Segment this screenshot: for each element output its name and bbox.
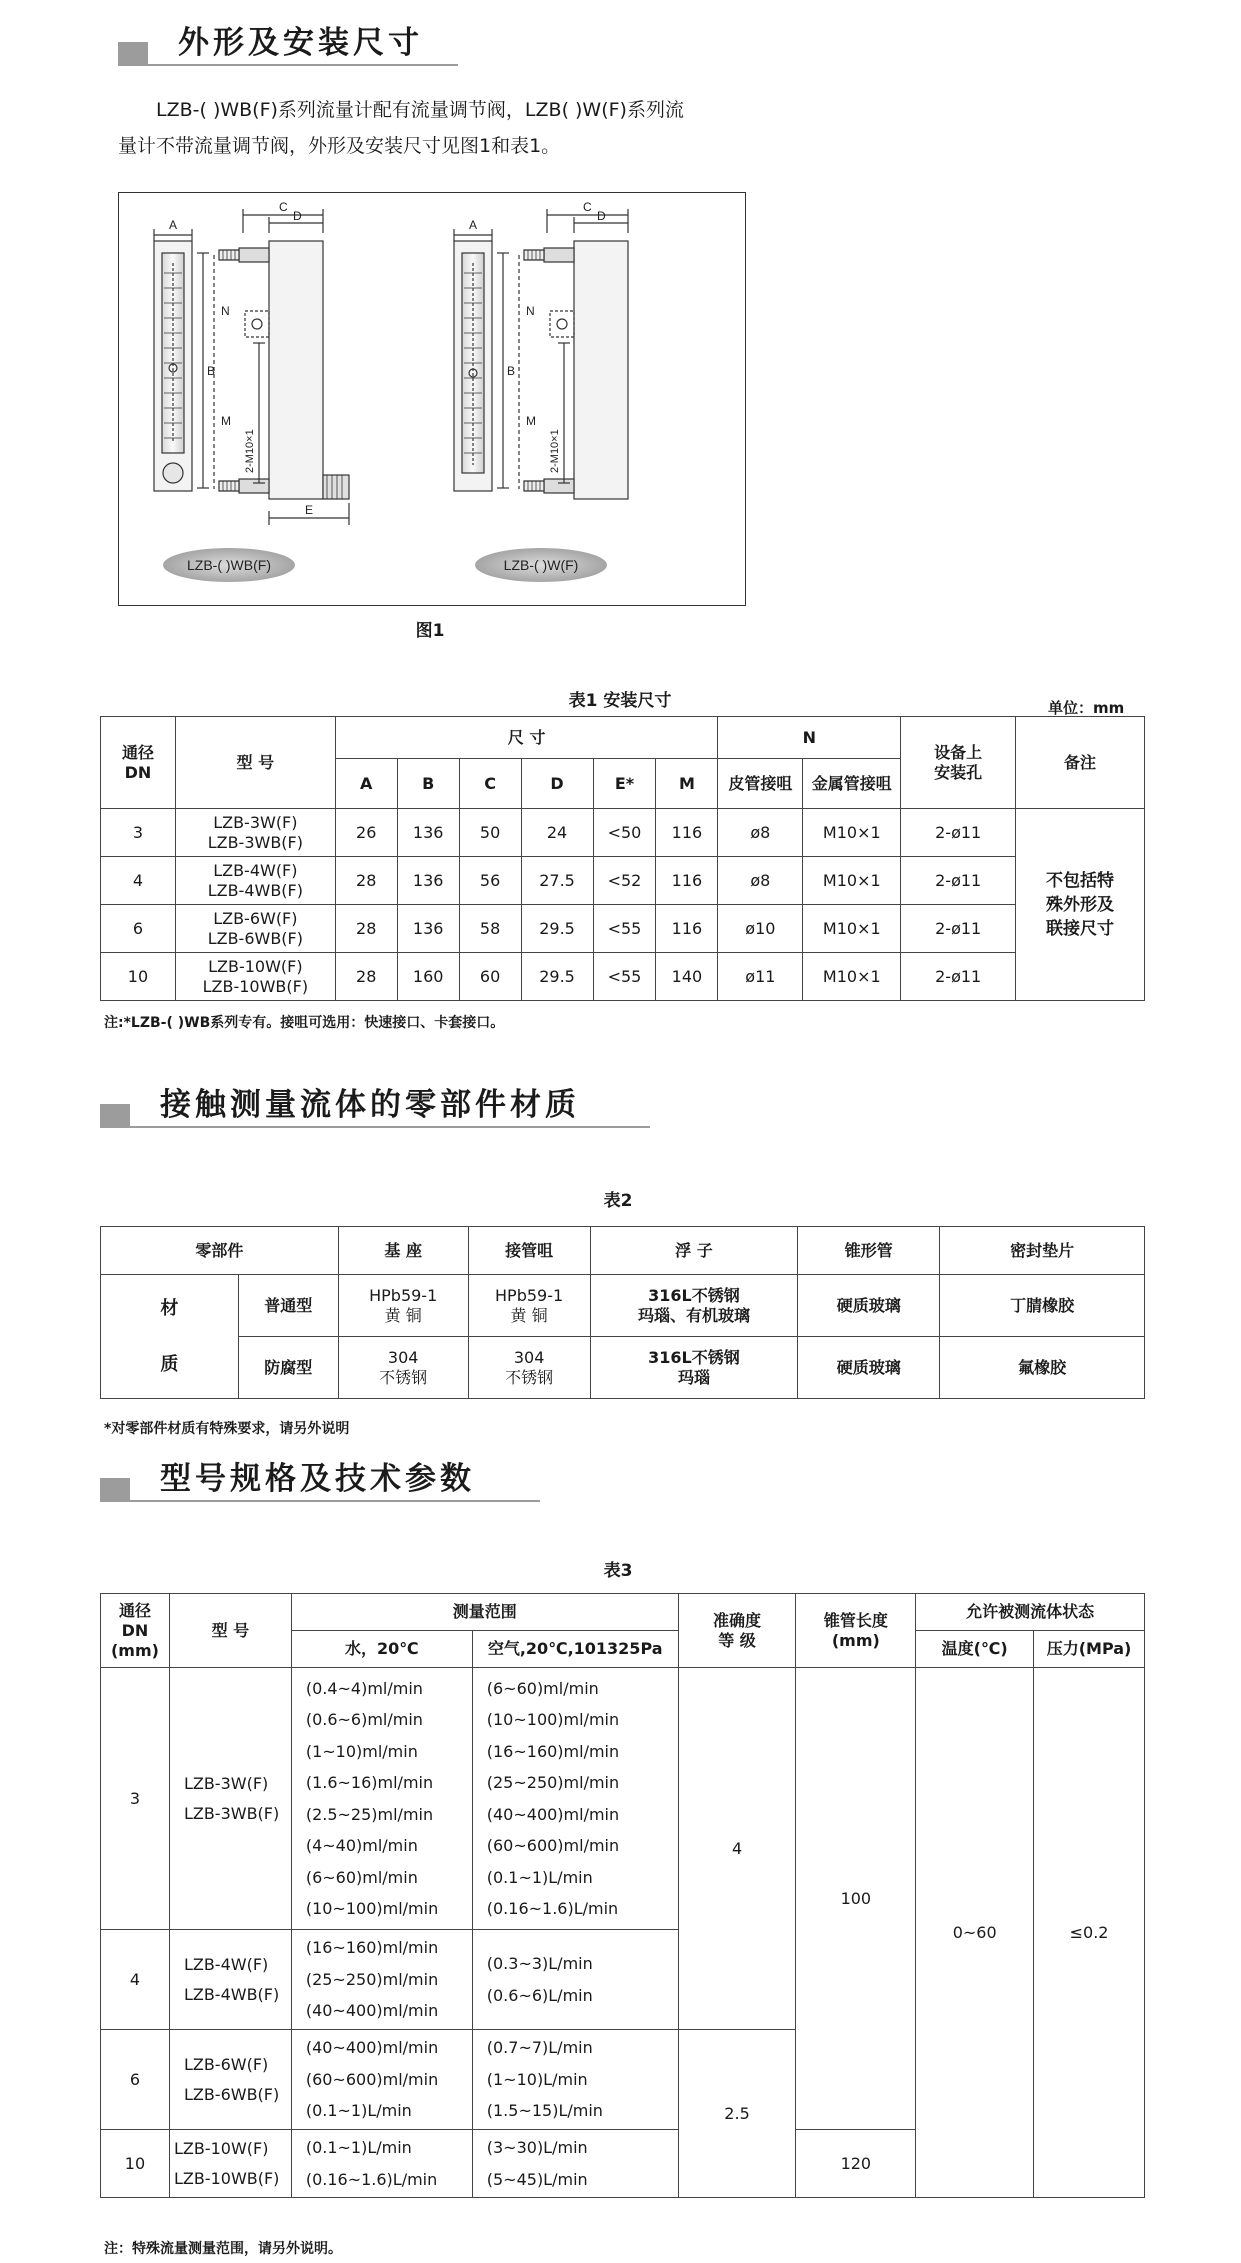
t1-header-model: 型 号: [175, 717, 335, 809]
dim-label-a: A: [169, 218, 178, 232]
range-water: (60~600)ml/min: [305, 2069, 439, 2089]
table-row: [101, 905, 1145, 953]
heading-marker: [100, 1104, 130, 1128]
t1-cell-dn: 4: [101, 857, 176, 905]
table3-note: 注：特殊流量测量范围，请另外说明。: [104, 2241, 342, 2257]
t3-header-temp: 温度(℃): [916, 1631, 1034, 1668]
t1-cell-d: 29.5: [521, 905, 593, 953]
range-water: (25~250)ml/min: [305, 1969, 439, 1989]
range-water: (1~10)ml/min: [305, 1741, 418, 1761]
t3-header-accuracy: 准确度 等 级: [678, 1594, 796, 1668]
range-water: (0.16~1.6)L/min: [305, 2169, 438, 2189]
section-heading-dimensions: [118, 20, 678, 70]
t1-cell-hole: 2-ø11: [901, 905, 1016, 953]
t1-cell-m: 140: [656, 953, 718, 1001]
range-air: (60~600)ml/min: [486, 1836, 620, 1855]
heading-rule: [148, 64, 458, 66]
intro-line-2: 量计不带流量调节阀，外形及安装尺寸见图1和表1。: [118, 135, 561, 157]
t1-col-metal: 金属管接咀: [803, 759, 901, 809]
t1-col-a: A: [335, 759, 397, 809]
t1-header-remark: 备注: [1016, 717, 1145, 809]
range-air: (5~45)L/min: [486, 2169, 588, 2189]
t3-cell-model: LZB-4W(F) LZB-4WB(F): [169, 1930, 291, 2030]
range-air: (0.6~6)L/min: [486, 1985, 593, 2005]
t3-cell-dn: 4: [101, 1930, 170, 2030]
t1-cell-metal: M10×1: [803, 905, 901, 953]
t3-header-model: 型 号: [169, 1594, 291, 1668]
figure-caption: 图1: [415, 621, 445, 641]
dim-label-m-right: M: [526, 414, 536, 428]
dim-label-d: D: [293, 209, 302, 223]
heading-rule: [130, 1500, 540, 1502]
heading-marker: [118, 42, 148, 66]
t1-cell-hole: 2-ø11: [901, 809, 1016, 857]
t3-header-length: 锥管长度 (mm): [796, 1594, 916, 1668]
range-water: (4~40)ml/min: [305, 1836, 418, 1855]
range-air: (16~160)ml/min: [486, 1741, 620, 1761]
dim-label-c: C: [279, 200, 288, 214]
t2-cell-base: HPb59-1 黄 铜: [338, 1275, 468, 1337]
intro-line-1: LZB-( )WB(F)系列流量计配有流量调节阀，LZB( )W(F)系列流: [156, 99, 684, 121]
table-row: [101, 1337, 1145, 1399]
t2-header-part: 零部件: [101, 1227, 339, 1275]
table2-note: *对零部件材质有特殊要求，请另外说明: [104, 1421, 350, 1437]
t3-cell-dn: 10: [101, 2130, 170, 2198]
t3-header-range: 测量范围: [291, 1594, 678, 1631]
table3-specs: [100, 1593, 1145, 2198]
dim-label-a-right: A: [469, 218, 478, 232]
table3-caption: 表3: [603, 1561, 633, 1581]
t3-cell-water: [291, 2030, 472, 2130]
t1-cell-c: 50: [459, 809, 521, 857]
heading-marker: [100, 1478, 130, 1502]
t3-cell-water: [291, 1930, 472, 2030]
t3-cell-press: ≤0.2: [1034, 1668, 1145, 2198]
range-air: (0.16~1.6)L/min: [486, 1899, 619, 1918]
t1-cell-dn: 3: [101, 809, 176, 857]
t3-cell-air: [472, 1930, 678, 2030]
t2-cell-seal: 氟橡胶: [940, 1337, 1145, 1399]
range-water: (1.6~16)ml/min: [305, 1773, 434, 1792]
range-air: (3~30)L/min: [486, 2138, 588, 2157]
heading-rule: [130, 1126, 650, 1128]
t1-cell-a: 28: [335, 857, 397, 905]
range-water: (40~400)ml/min: [305, 2001, 439, 2021]
t3-cell-dn: 6: [101, 2030, 170, 2130]
section-title: 型号规格及技术参数: [160, 1461, 475, 1497]
range-water: (40~400)ml/min: [305, 2038, 439, 2058]
t1-cell-model: LZB-3W(F) LZB-3WB(F): [175, 809, 335, 857]
t3-cell-air: [472, 2030, 678, 2130]
t1-col-m: M: [656, 759, 718, 809]
t1-header-dn: 通径 DN: [101, 717, 176, 809]
t3-header-dn: 通径 DN (mm): [101, 1594, 170, 1668]
range-air: (25~250)ml/min: [486, 1773, 620, 1792]
t2-cell-type: 普通型: [238, 1275, 338, 1337]
t1-cell-e: <50: [593, 809, 656, 857]
table-row: [101, 809, 1145, 857]
section-title: 外形及安装尺寸: [178, 25, 423, 61]
t2-cell-tube: 硬质玻璃: [798, 1275, 940, 1337]
t1-cell-b: 136: [397, 857, 459, 905]
dim-label-e: E: [305, 503, 314, 517]
t1-cell-a: 28: [335, 953, 397, 1001]
t2-cell-seal: 丁腈橡胶: [940, 1275, 1145, 1337]
dim-label-thread-right: 2-M10×1: [549, 429, 561, 473]
range-water: (0.6~6)ml/min: [305, 1710, 423, 1729]
section-title: 接触测量流体的零部件材质: [160, 1087, 580, 1123]
table-row: [101, 857, 1145, 905]
table-row: [101, 1275, 1145, 1337]
range-air: (1.5~15)L/min: [486, 2101, 603, 2121]
t3-cell-dn: 3: [101, 1668, 170, 1930]
table1-install-dimensions: [100, 716, 1145, 1001]
t1-cell-model: LZB-4W(F) LZB-4WB(F): [175, 857, 335, 905]
model-label-right: LZB-( )W(F): [503, 557, 579, 573]
dim-label-thread: 2-M10×1: [244, 429, 256, 473]
t2-header-seal: 密封垫片: [940, 1227, 1145, 1275]
t1-cell-m: 116: [656, 809, 718, 857]
t1-col-b: B: [397, 759, 459, 809]
range-water: (6~60)ml/min: [305, 1867, 418, 1887]
t3-cell-air: [472, 1668, 678, 1930]
t1-cell-metal: M10×1: [803, 809, 901, 857]
t2-cell-float: 316L不锈钢 玛瑙: [590, 1337, 798, 1399]
dim-label-b: B: [207, 364, 216, 378]
t1-cell-b: 136: [397, 809, 459, 857]
t2-cell-tube: 硬质玻璃: [798, 1337, 940, 1399]
t3-header-water: 水，20℃: [291, 1631, 472, 1668]
t1-cell-e: <55: [593, 905, 656, 953]
t1-cell-m: 116: [656, 857, 718, 905]
dim-label-c-right: C: [583, 200, 592, 214]
t2-cell-nozzle: 304 不锈钢: [468, 1337, 590, 1399]
table2-materials: [100, 1226, 1145, 1399]
dim-label-d-right: D: [597, 209, 606, 223]
range-air: (0.1~1)L/min: [486, 1867, 593, 1887]
t3-cell-length-a: 100: [796, 1668, 916, 2130]
t1-cell-dn: 10: [101, 953, 176, 1001]
t1-cell-hole: 2-ø11: [901, 953, 1016, 1001]
t1-cell-metal: M10×1: [803, 857, 901, 905]
t2-cell-base: 304 不锈钢: [338, 1337, 468, 1399]
t1-header-n: N: [718, 717, 901, 759]
t2-side-1: 材: [160, 1297, 179, 1319]
t3-cell-water: [291, 2130, 472, 2198]
t1-cell-c: 58: [459, 905, 521, 953]
t1-col-hose: 皮管接咀: [718, 759, 803, 809]
dim-label-n-right: N: [526, 304, 535, 318]
t1-cell-b: 136: [397, 905, 459, 953]
t2-side-label: [101, 1275, 239, 1399]
t1-col-d: D: [521, 759, 593, 809]
t1-cell-metal: M10×1: [803, 953, 901, 1001]
t3-header-state: 允许被测流体状态: [916, 1594, 1145, 1631]
section-heading-materials: [100, 1082, 720, 1132]
t2-header-base: 基 座: [338, 1227, 468, 1275]
t2-side-2: 质: [160, 1353, 179, 1375]
t1-cell-remark: 不包括特 殊外形及 联接尺寸: [1016, 809, 1145, 1001]
t1-cell-d: 27.5: [521, 857, 593, 905]
range-air: (10~100)ml/min: [486, 1710, 620, 1729]
range-water: (16~160)ml/min: [305, 1938, 439, 1958]
t1-cell-hose: ø8: [718, 809, 803, 857]
t1-header-size: 尺 寸: [335, 717, 718, 759]
t1-cell-c: 56: [459, 857, 521, 905]
table1-note: 注:*LZB-( )WB系列专有。接咀可选用：快速接口、卡套接口。: [104, 1015, 505, 1031]
range-water: (2.5~25)ml/min: [305, 1804, 434, 1824]
t1-cell-hose: ø10: [718, 905, 803, 953]
t3-cell-temp: 0~60: [916, 1668, 1034, 2198]
range-air: (40~400)ml/min: [486, 1804, 620, 1824]
t3-cell-air: [472, 2130, 678, 2198]
t1-col-e: E*: [593, 759, 656, 809]
figure-1-drawing: [118, 192, 746, 606]
section-heading-specs: [100, 1456, 660, 1506]
t1-cell-e: <52: [593, 857, 656, 905]
table-row: [101, 1668, 1145, 1930]
dim-label-b-right: B: [507, 364, 516, 378]
t2-header-float: 浮 子: [590, 1227, 798, 1275]
t3-cell-water: [291, 1668, 472, 1930]
t1-cell-e: <55: [593, 953, 656, 1001]
table2-caption: 表2: [603, 1191, 633, 1211]
range-air: (0.7~7)L/min: [486, 2038, 593, 2058]
t1-cell-d: 24: [521, 809, 593, 857]
t3-cell-model: LZB-6W(F) LZB-6WB(F): [169, 2030, 291, 2130]
t2-header-nozzle: 接管咀: [468, 1227, 590, 1275]
t2-cell-nozzle: HPb59-1 黄 铜: [468, 1275, 590, 1337]
range-air: (0.3~3)L/min: [486, 1954, 593, 1973]
t1-cell-b: 160: [397, 953, 459, 1001]
t1-cell-d: 29.5: [521, 953, 593, 1001]
dimension-drawing: [119, 193, 745, 605]
range-air: (1~10)L/min: [486, 2069, 588, 2089]
t3-cell-accuracy-a: 4: [678, 1668, 796, 2030]
t1-cell-hole: 2-ø11: [901, 857, 1016, 905]
dim-label-m: M: [221, 414, 231, 428]
t2-cell-float: 316L不锈钢 玛瑙、有机玻璃: [590, 1275, 798, 1337]
t3-cell-length-b: 120: [796, 2130, 916, 2198]
t1-cell-a: 26: [335, 809, 397, 857]
intro-paragraph: [118, 92, 758, 164]
t1-cell-hose: ø11: [718, 953, 803, 1001]
t1-cell-model: LZB-6W(F) LZB-6WB(F): [175, 905, 335, 953]
t3-header-air: 空气,20℃,101325Pa: [472, 1631, 678, 1668]
range-water: (0.1~1)L/min: [305, 2138, 412, 2157]
t1-header-hole: 设备上 安装孔: [901, 717, 1016, 809]
range-air: (6~60)ml/min: [486, 1678, 599, 1698]
t1-cell-dn: 6: [101, 905, 176, 953]
table-row: [101, 953, 1145, 1001]
t2-cell-type: 防腐型: [238, 1337, 338, 1399]
table1-caption: 表1 安装尺寸: [568, 691, 672, 711]
t1-cell-m: 116: [656, 905, 718, 953]
table1-unit: 单位：mm: [1048, 699, 1125, 717]
range-water: (0.4~4)ml/min: [305, 1678, 423, 1698]
t2-header-tube: 锥形管: [798, 1227, 940, 1275]
t3-cell-model: LZB-10W(F) LZB-10WB(F): [169, 2130, 291, 2198]
t3-header-press: 压力(MPa): [1034, 1631, 1145, 1668]
t1-cell-model: LZB-10W(F) LZB-10WB(F): [175, 953, 335, 1001]
range-water: (0.1~1)L/min: [305, 2101, 412, 2121]
t1-col-c: C: [459, 759, 521, 809]
t1-cell-a: 28: [335, 905, 397, 953]
t1-cell-hose: ø8: [718, 857, 803, 905]
t3-cell-model: LZB-3W(F) LZB-3WB(F): [169, 1668, 291, 1930]
t1-cell-c: 60: [459, 953, 521, 1001]
t3-cell-accuracy-b: 2.5: [678, 2030, 796, 2198]
range-water: (10~100)ml/min: [305, 1899, 439, 1918]
dim-label-n: N: [221, 304, 230, 318]
model-label-left: LZB-( )WB(F): [187, 557, 271, 573]
